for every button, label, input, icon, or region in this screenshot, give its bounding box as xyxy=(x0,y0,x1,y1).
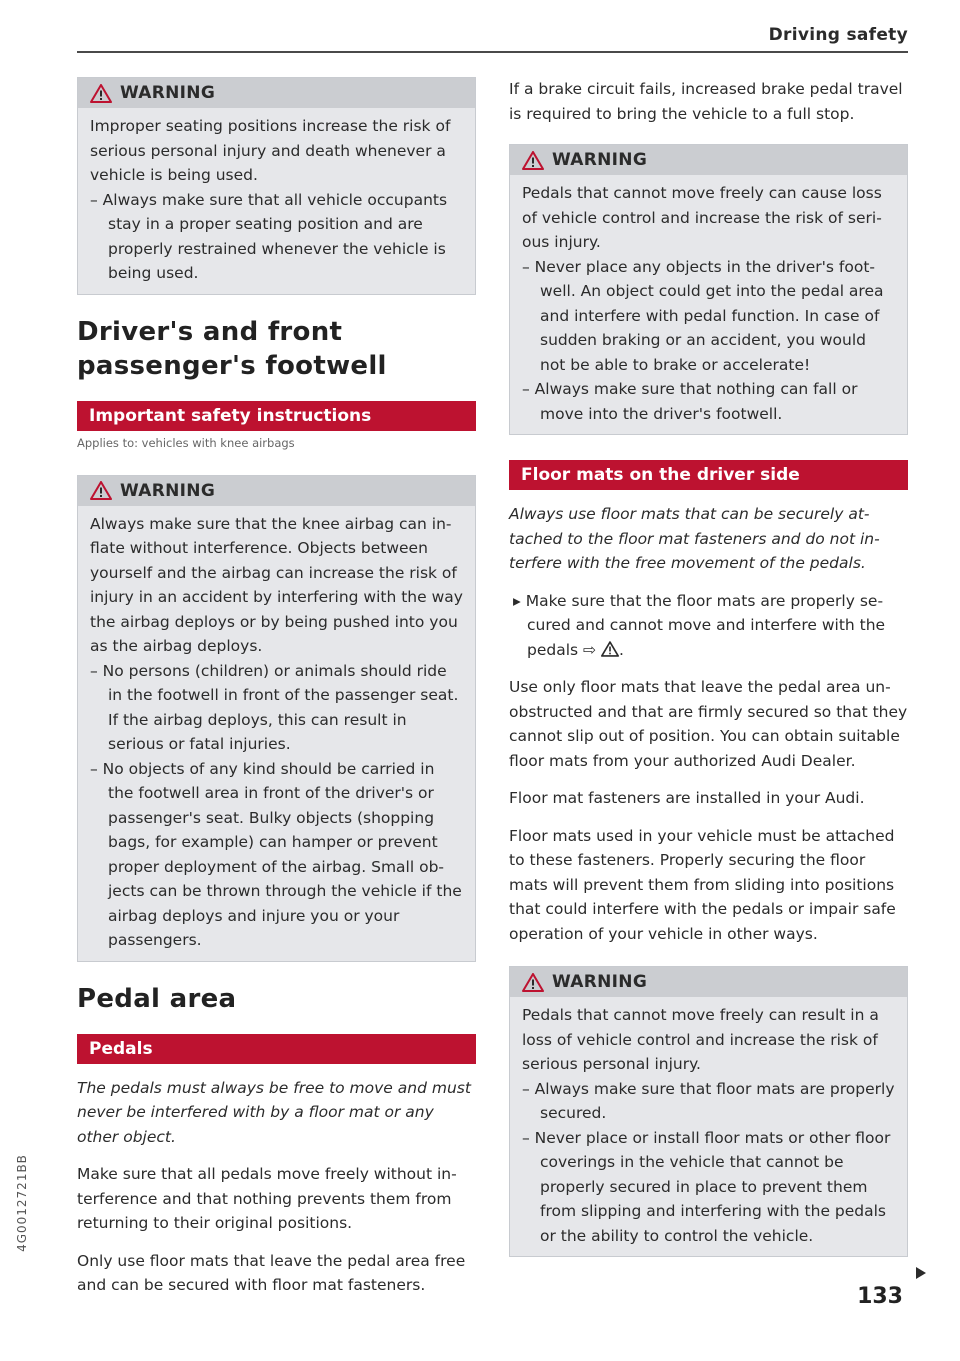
warning-item: – No persons (children) or animals should ride in the footwell in front of the passenger seat. If the airbag deploys, this can result in serious or fatal injuries. xyxy=(90,661,459,753)
pedals-paragraph: Make sure that all pedals move freely without interference and that nothing prevents them from returning to their original positions. xyxy=(77,1165,457,1232)
pedals-paragraph: Only use floor mats that leave the pedal area free and can be secured with floor mat fasteners. xyxy=(77,1251,466,1294)
warning-title: WARNING xyxy=(120,480,216,501)
warning-item: – Always make sure that all vehicle occupants stay in a proper seating position and are properly restrained whenever the vehicle is being used. xyxy=(90,190,448,282)
floor-mats-paragraph: Floor mats used in your vehicle must be attached to these fasteners. Properly securing the floor mats will prevent them from sliding into positions that could interfere with the pedals or impair safe operation of your vehicle in other ways. xyxy=(509,826,896,943)
page-number: 133 xyxy=(857,1284,903,1309)
warning-item: – Always make sure that floor mats are properly secured. xyxy=(522,1079,895,1122)
warning-title: WARNING xyxy=(552,150,648,170)
floor-mats-intro: Always use floor mats that can be securely attached to the floor mat fasteners and do not interfere with the free movement of the pedals. xyxy=(509,505,880,572)
running-head: Driving safety xyxy=(768,25,908,45)
warning-box-seating xyxy=(77,77,476,295)
left-column xyxy=(77,77,476,1311)
warning-title: WARNING xyxy=(552,972,648,992)
floor-mats-paragraph: Floor mat fasteners are installed in your Audi. xyxy=(509,789,865,807)
instruction-text: ▸ Make sure that the floor mats are properly secured and cannot move and interfere with the pedals ⇨ xyxy=(513,591,886,659)
right-column xyxy=(509,77,908,1277)
warning-body xyxy=(78,108,475,294)
warning-reference-icon[interactable] xyxy=(601,641,619,657)
warning-item: – Never place any objects in the driver's footwell. An object could get into the pedal area and interfere with pedal function. In case of sudden braking or an accident, you would not be able to brake or accelerate! xyxy=(522,257,884,374)
floor-mats-instruction: ▸ Make sure that the floor mats are properly secured and cannot move and interfere with the pedals ⇨ . xyxy=(513,591,886,659)
document-code xyxy=(12,1108,32,1298)
warning-box-floor-mats xyxy=(509,966,908,1257)
warning-text: Always make sure that the knee airbag can inflate without interference. Objects between yourself and the airbag can increase the risk of injury in an accident by interfering with the way the airbag deploys or by being pushed into you as the airbag deploys. xyxy=(90,514,463,655)
warning-body xyxy=(78,506,475,961)
continue-arrow-icon[interactable] xyxy=(913,1265,929,1281)
floor-mats-paragraph: Use only floor mats that leave the pedal area unobstructed and that are firmly secured so that they cannot slip out of position. You can obtain suitable floor mats from your authorized Audi Dealer. xyxy=(509,678,908,770)
warning-triangle-icon xyxy=(522,151,544,170)
warning-item: – Always make sure that nothing can fall or move into the driver's footwell. xyxy=(522,380,858,423)
warning-triangle-icon xyxy=(90,481,112,500)
warning-body xyxy=(510,997,907,1256)
header-rule xyxy=(77,51,908,53)
warning-header xyxy=(78,476,475,506)
subsection-bar-pedals: Pedals xyxy=(77,1034,476,1064)
warning-box-pedals xyxy=(509,144,908,435)
pedals-intro: The pedals must always be free to move and must never be interfered with by a floor mat or any other object. xyxy=(77,1078,471,1146)
warning-title: WARNING xyxy=(120,83,216,103)
warning-item: – Never place or install floor mats or other floor coverings in the vehicle that cannot be properly secured in place to prevent them from slipping and interfering with the pedals or the ability to control the vehicle. xyxy=(522,1128,891,1245)
document-code-text: 4G0012721BB xyxy=(15,1154,29,1252)
warning-triangle-icon xyxy=(90,84,112,103)
warning-item: – No objects of any kind should be carried in the footwell area in front of the driver's or passenger's seat. Bulky objects (shopping bags, for example) can hamper or prevent proper deployment of the airbag. Small objects can be thrown through the vehicle if the airbag deploys and injure you or your passengers. xyxy=(90,759,462,949)
warning-body xyxy=(510,175,907,434)
warning-text: Improper seating positions increase the risk of serious personal injury and death whenever a vehicle is being used. xyxy=(90,117,451,184)
warning-text: Pedals that cannot move freely can cause loss of vehicle control and increase the risk of serious injury. xyxy=(522,184,882,251)
section-title-pedal-area: Pedal area xyxy=(77,983,237,1014)
warning-box-knee-airbag xyxy=(77,475,476,962)
subsection-bar-safety: Important safety instructions xyxy=(77,401,476,431)
warning-text: Pedals that cannot move freely can result in a loss of vehicle control and increase the risk of serious personal injury. xyxy=(522,1006,879,1073)
warning-triangle-icon xyxy=(522,973,544,992)
warning-header xyxy=(510,145,907,175)
warning-header xyxy=(510,967,907,997)
warning-header xyxy=(78,78,475,108)
applies-to-note: Applies to: vehicles with knee airbags xyxy=(77,435,295,450)
section-title-footwell: Driver's and front passenger's footwell xyxy=(77,316,387,381)
brake-circuit-text: If a brake circuit fails, increased brake pedal travel is required to bring the vehicle to a full stop. xyxy=(509,80,903,123)
subsection-bar-floor-mats: Floor mats on the driver side xyxy=(509,460,908,490)
